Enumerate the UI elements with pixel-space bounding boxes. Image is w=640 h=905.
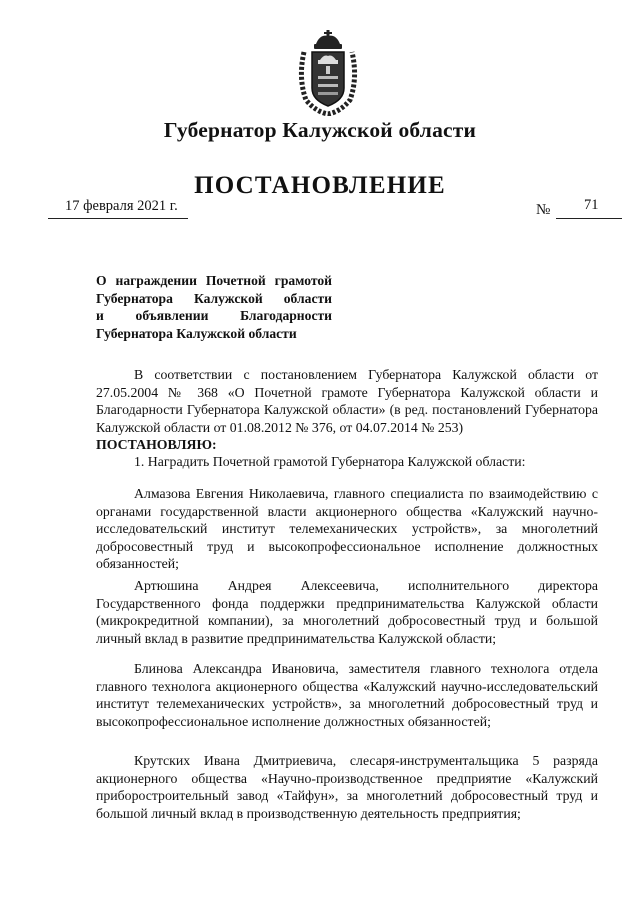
subject-line: О награждении Почетной грамотой — [96, 273, 332, 288]
awardee-paragraph: Алмазова Евгения Николаевича, главного специалиста по взаимодействию с органами государственной власти акционерного общества «Калужский научно-исследовательский институт телемеханических устройств», за многолетний добросовестный труд и высокопрофессиональное исполнение должностных обязанностей; — [96, 486, 598, 572]
document-type-title: ПОСТАНОВЛЕНИЕ — [194, 172, 446, 199]
number-underline — [556, 218, 622, 219]
document-number: 71 — [584, 197, 599, 213]
date-underline — [48, 218, 188, 219]
awardee-paragraph: Артюшина Андрея Алексеевича, исполнительного директора Государственного фонда поддержки предпринимательства Калужской области (микрокредитной компании), за многолетний добросовестный труд и большой личный вклад в развитие предпринимательства Калужской области; — [96, 578, 598, 646]
subject-line: Губернатора Калужской области — [96, 325, 297, 341]
subject-line: и объявлении Благодарности — [96, 308, 332, 323]
document-subject — [96, 272, 332, 342]
number-sign: № — [536, 202, 551, 218]
subject-line: Губернатора Калужской области — [96, 290, 332, 306]
item-1-paragraph: 1. Наградить Почетной грамотой Губернатора Калужской области: — [134, 454, 526, 469]
coat-of-arms-emblem — [296, 30, 360, 116]
awardee-paragraph: Крутских Ивана Дмитриевича, слесаря-инструментальщика 5 разряда акционерного общества «Научно-производственное предприятие «Калужский приборостроительный завод «Тайфун», за многолетний добросовестный труд и большой личный вклад в производственную деятельность предприятия; — [96, 753, 598, 821]
preamble-paragraph: В соответствии с постановлением Губернатора Калужской области от 27.05.2004 № 368 «О Почетной грамоте Губернатора Калужской области и Благодарности Губернатора Калужской области» (в ред. постановлений Губернатора Калужской области от 01.08.2012 № 376, от 04.07.2014 № 253) — [96, 367, 598, 435]
decree-word: ПОСТАНОВЛЯЮ: — [96, 437, 217, 452]
document-date: 17 февраля 2021 г. — [65, 198, 178, 214]
awardee-paragraph: Блинова Александра Ивановича, заместителя главного технолога отдела главного технолога акционерного общества «Калужский научно-исследовательский институт телемеханических устройств», за многолетний добросовестный труд и высокопрофессиональное исполнение должностных обязанностей; — [96, 661, 598, 729]
issuing-authority: Губернатор Калужской области — [163, 118, 477, 142]
